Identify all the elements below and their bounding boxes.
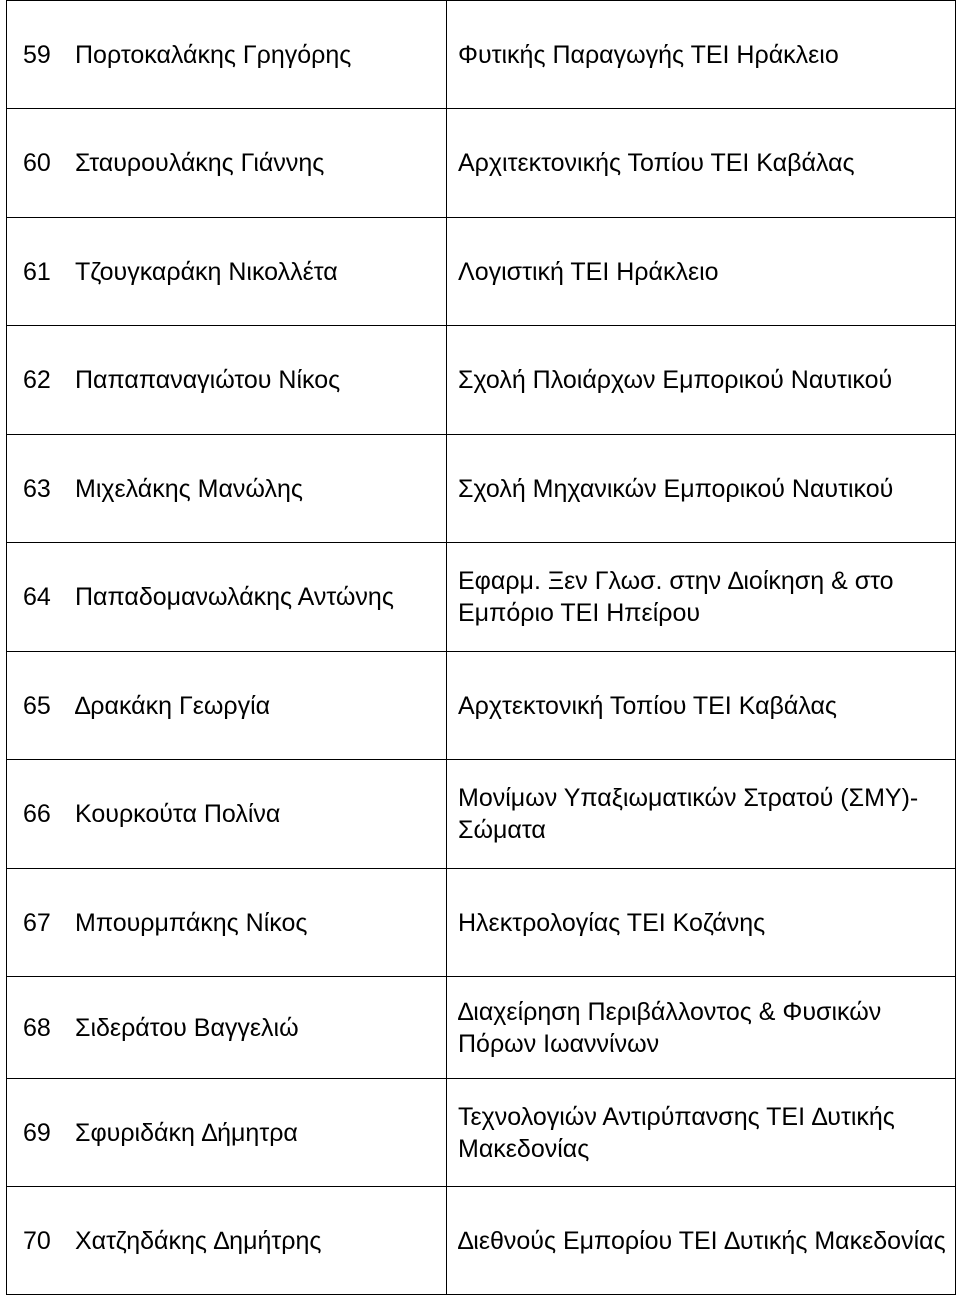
- department-cell: Λογιστική ΤΕΙ Ηράκλειο: [447, 218, 956, 326]
- department-cell: Ηλεκτρολογίας ΤΕΙ Κοζάνης: [447, 869, 956, 977]
- student-name: Παπαπαναγιώτου Νίκος: [75, 366, 341, 394]
- name-cell: [7, 435, 447, 543]
- table-row: [7, 869, 956, 977]
- row-number: 62: [23, 366, 51, 394]
- student-name: ∆ρακάκη Γεωργία: [75, 691, 271, 720]
- name-cell: [7, 869, 447, 977]
- student-name: Σταυρουλάκης Γιάννης: [75, 149, 325, 177]
- row-number: 68: [23, 1013, 51, 1042]
- row-number: 64: [23, 583, 51, 611]
- row-number: 67: [23, 908, 51, 937]
- table-row: [7, 435, 956, 543]
- name-cell: [7, 543, 447, 652]
- row-number: 65: [23, 691, 51, 720]
- student-name: Μπουρμπάκης Νίκος: [75, 908, 308, 937]
- table-row: [7, 760, 956, 869]
- row-number: 61: [23, 257, 51, 286]
- student-name: Μιχελάκης Μανώλης: [75, 474, 303, 503]
- name-cell: [7, 652, 447, 760]
- name-cell: [7, 1, 447, 109]
- name-cell: [7, 760, 447, 869]
- table-row: [7, 1187, 956, 1295]
- table-row: [7, 218, 956, 326]
- department-cell: Τεχνολογιών Αντιρύπανσης ΤΕΙ ∆υτικής Μακεδονίας: [447, 1079, 956, 1187]
- student-name: Πορτοκαλάκης Γρηγόρης: [75, 40, 352, 69]
- department-cell: Φυτικής Παραγωγής ΤΕΙ Ηράκλειο: [447, 1, 956, 109]
- row-number: 63: [23, 474, 51, 503]
- results-table: [6, 0, 956, 1295]
- table-row: [7, 543, 956, 652]
- department-cell: Σχολή Πλοιάρχων Εμπορικού Ναυτικού: [447, 326, 956, 435]
- student-name: Χατζηδάκης ∆ημήτρης: [75, 1226, 322, 1255]
- name-cell: [7, 1079, 447, 1187]
- table-row: [7, 652, 956, 760]
- name-cell: [7, 326, 447, 435]
- table-row: [7, 109, 956, 218]
- student-name: Σιδεράτου Βαγγελιώ: [75, 1013, 299, 1042]
- name-cell: [7, 977, 447, 1079]
- table-row: [7, 1, 956, 109]
- department-cell: ∆ιαχείρηση Περιβάλλοντος & Φυσικών Πόρων Ιωαννίνων: [447, 977, 956, 1079]
- table-row: [7, 326, 956, 435]
- name-cell: [7, 218, 447, 326]
- department-cell: Αρχτεκτονική Τοπίου ΤΕΙ Καβάλας: [447, 652, 956, 760]
- student-name: Παπαδομανωλάκης Αντώνης: [75, 583, 394, 611]
- table-row: [7, 1079, 956, 1187]
- row-number: 69: [23, 1118, 51, 1147]
- row-number: 59: [23, 40, 51, 69]
- row-number: 70: [23, 1226, 51, 1255]
- row-number: 60: [23, 149, 51, 177]
- name-cell: [7, 1187, 447, 1295]
- name-cell: [7, 109, 447, 218]
- table-row: [7, 977, 956, 1079]
- department-cell: Σχολή Μηχανικών Εμπορικού Ναυτικού: [447, 435, 956, 543]
- student-name: Κουρκούτα Πολίνα: [75, 800, 281, 828]
- student-name: Σφυριδάκη ∆ήμητρα: [75, 1118, 298, 1147]
- department-cell: Εφαρμ. Ξεν Γλωσ. στην ∆ιοίκηση & στο Εμπόριο ΤΕΙ Ηπείρου: [447, 543, 956, 652]
- student-name: Τζουγκαράκη Νικολλέτα: [75, 257, 338, 286]
- row-number: 66: [23, 800, 51, 828]
- department-cell: Μονίμων Υπαξιωματικών Στρατού (ΣΜΥ)-Σώματα: [447, 760, 956, 869]
- department-cell: Αρχιτεκτονικής Τοπίου ΤΕΙ Καβάλας: [447, 109, 956, 218]
- department-cell: ∆ιεθνούς Εμπορίου ΤΕΙ ∆υτικής Μακεδονίας: [447, 1187, 956, 1295]
